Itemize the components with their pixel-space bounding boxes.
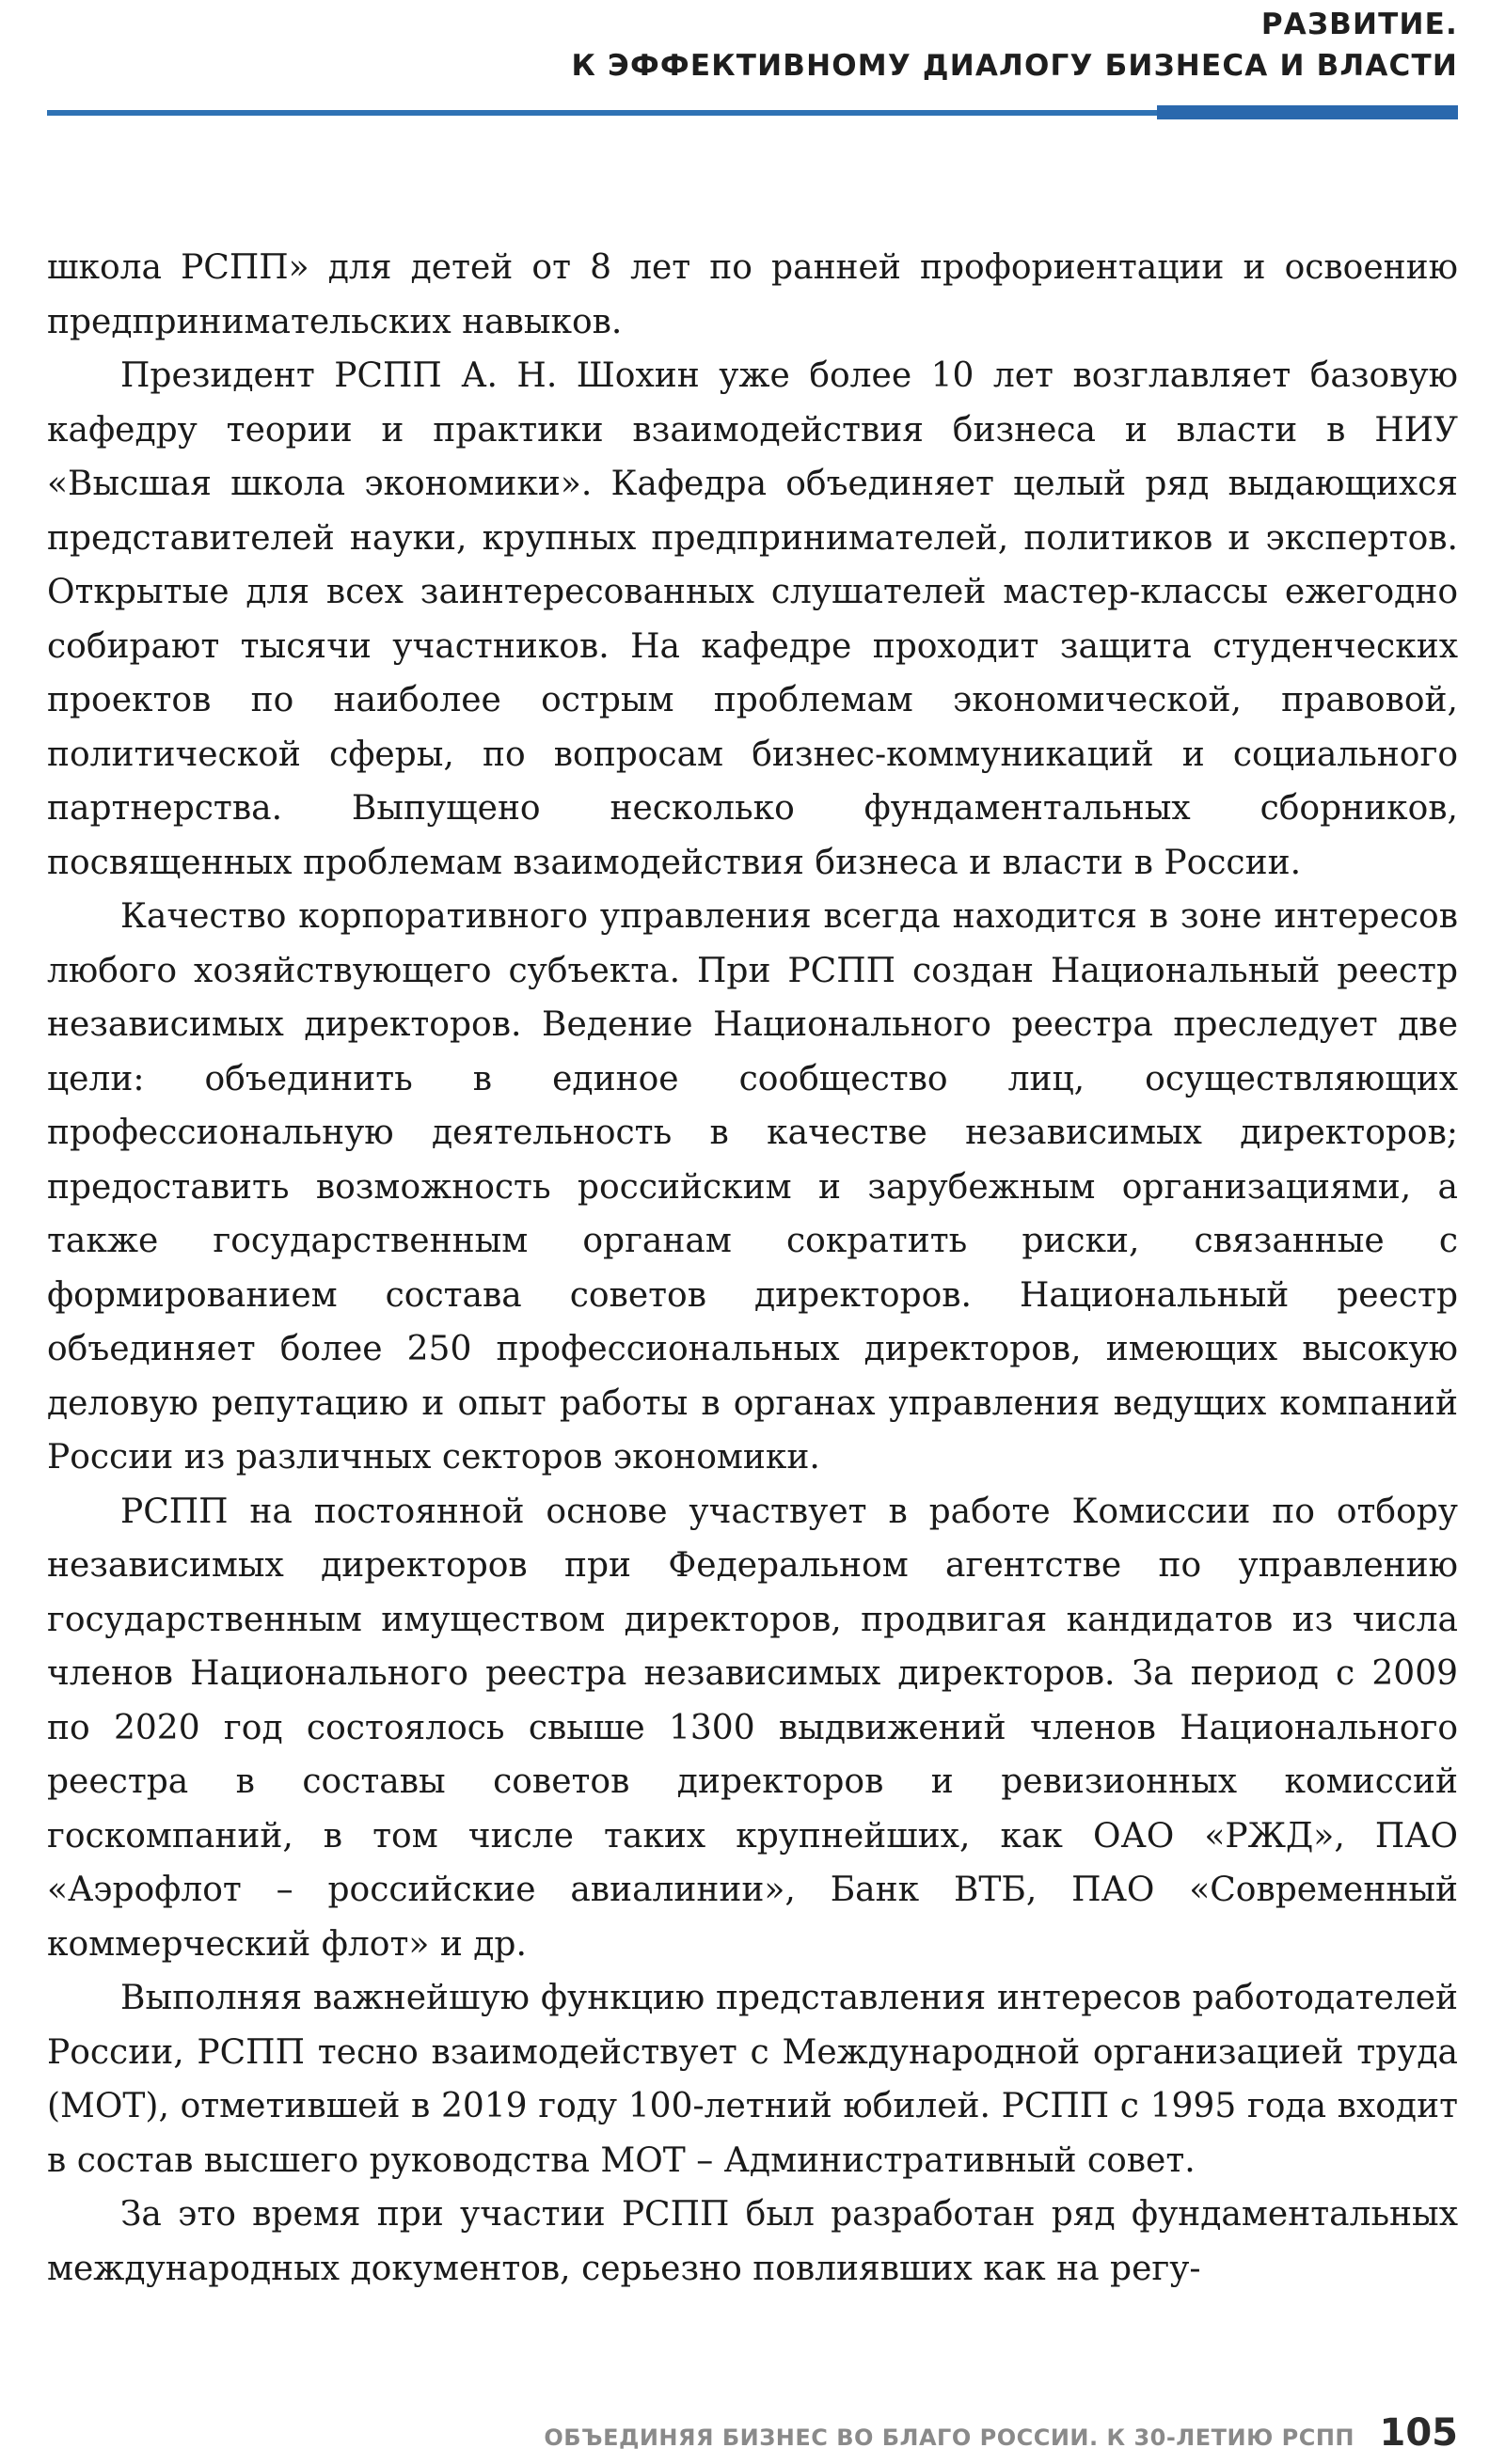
section-subtitle: К ЭФФЕКТИВНОМУ ДИАЛОГУ БИЗНЕСА И ВЛАСТИ [571,49,1458,83]
paragraph: Качество корпоративного управления всегда находится в зоне интересов любого хозяйствующего субъекта. При РСПП создан Национальный реестр независимых директоров. Ведение Национального реестра преследует две цели: объединить в единое сообщество лиц, осуществляющих профессиональную деятельность в качестве независимых директоров; предоставить возможность российским и зарубежным организациями, а также государственным органам сократить риски, связанные с формированием состава советов директоров. Национальный реестр объединяет более 250 профессиональных директоров, имеющих высокую деловую репутацию и опыт работы в органах управления ведущих компаний России из различных секторов экономики. [47,897,1458,1477]
running-head [47,0,1458,124]
body-text [47,241,1458,2296]
page-number: 105 [1379,2411,1458,2455]
paragraph: школа РСПП» для детей от 8 лет по ранней профориентации и освоению предпринимательских навыков. [47,248,1458,341]
paragraph: Выполняя важнейшую функцию представления интересов работодателей России, РСПП тесно взаимодействует с Международной организацией труда (МОТ), отметившей в 2019 году 100-летний юбилей. РСПП с 1995 года входит в состав высшего руководства МОТ – Административный совет. [47,1979,1458,2180]
paragraph: За это время при участии РСПП был разработан ряд фундаментальных международных документов, серьезно повлиявших как на регу- [47,2195,1458,2288]
paragraph: РСПП на постоянной основе участвует в работе Комиссии по отбору независимых директоров при Федеральном агентстве по управлению государственным имуществом директоров, продвигая кандидатов из числа членов Национального реестра независимых директоров. За период с 2009 по 2020 год состоялось свыше 1300 выдвижений членов Национального реестра в составы советов директоров и ревизионных комиссий госкомпаний, в том числе таких крупнейших, как ОАО «РЖД», ПАО «Аэрофлот – российские авиалинии», Банк ВТБ, ПАО «Современный коммерческий флот» и др. [47,1492,1458,1964]
section-title: РАЗВИТИЕ. [1260,8,1458,41]
book-title: ОБЪЕДИНЯЯ БИЗНЕС ВО БЛАГО РОССИИ. К 30-ЛЕТИЮ РСПП [544,2425,1354,2451]
header-rule-accent [1157,105,1458,119]
page-footer [47,2408,1458,2455]
paragraph: Президент РСПП А. Н. Шохин уже более 10 лет возглавляет базовую кафедру теории и практики взаимодействия бизнеса и власти в НИУ «Высшая школа экономики». Кафедра объединяет целый ряд выдающихся представителей науки, крупных предпринимателей, политиков и экспертов. Открытые для всех заинтересованных слушателей мастер-классы ежегодно собирают тысячи участников. На кафедре проходит защита студенческих проектов по наиболее острым проблемам экономической, правовой, политической сферы, по вопросам бизнес-коммуникаций и социального партнерства. Выпущено несколько фундаментальных сборников, посвященных проблемам взаимодействия бизнеса и власти в России. [47,356,1458,882]
